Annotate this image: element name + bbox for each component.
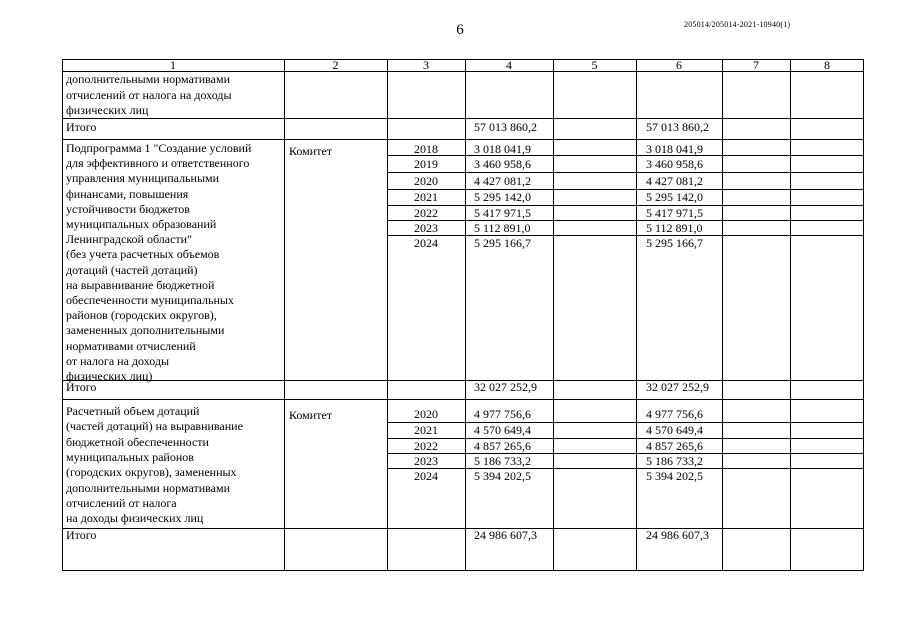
description-line: отчислений от налога [66, 495, 177, 510]
total-col4: 24 986 607,3 [474, 528, 537, 542]
column-divider [790, 59, 791, 571]
amount-col4: 5 112 891,0 [474, 221, 531, 235]
amount-col4: 4 427 081,2 [474, 174, 531, 188]
description-line: (без учета расчетных объемов [66, 247, 220, 262]
total-col6: 32 027 252,9 [646, 380, 709, 394]
row-divider [62, 528, 864, 529]
year-cell: 2022 [414, 206, 438, 220]
description-line: Подпрограмма 1 "Создание условий [66, 141, 252, 155]
row-divider [387, 189, 864, 190]
description-line: районов (городских округов), [66, 308, 217, 323]
description-line: Ленинградской области" [66, 232, 192, 247]
description-line: нормативами отчислений [66, 338, 196, 353]
row-divider [62, 139, 864, 140]
column-divider [636, 59, 637, 571]
row-divider [387, 220, 864, 221]
amount-col6: 3 018 041,9 [646, 142, 703, 156]
column-divider [722, 59, 723, 571]
amount-col4: 4 977 756,6 [474, 407, 531, 421]
total-col6: 57 013 860,2 [646, 120, 709, 134]
description-line: замененных дополнительными [66, 323, 225, 338]
column-divider [553, 59, 554, 571]
amount-col6: 5 394 202,5 [646, 469, 703, 483]
description-line: обеспеченности муниципальных [66, 293, 234, 307]
amount-col6: 5 186 733,2 [646, 454, 703, 468]
amount-col4: 4 857 265,6 [474, 439, 531, 453]
year-cell: 2021 [414, 190, 438, 204]
description-line: управления муниципальными [66, 171, 220, 186]
column-header-8: 8 [824, 58, 830, 72]
description-line: дотаций (частей дотаций) [66, 262, 198, 277]
total-col4: 57 013 860,2 [474, 120, 537, 134]
column-header-7: 7 [753, 58, 759, 72]
total-label: Итого [66, 528, 97, 542]
column-divider [284, 59, 285, 571]
amount-col6: 4 427 081,2 [646, 174, 703, 188]
continuation-line: дополнительными нормативами [66, 72, 231, 86]
amount-col4: 5 186 733,2 [474, 454, 531, 468]
amount-col4: 5 394 202,5 [474, 469, 531, 483]
column-header-2: 2 [332, 58, 339, 72]
description-line: Расчетный объем дотаций [66, 404, 200, 418]
column-divider [465, 59, 466, 571]
description-line: (городских округов), замененных [66, 465, 237, 480]
total-label: Итого [66, 380, 97, 394]
year-cell: 2019 [414, 157, 438, 171]
year-cell: 2020 [414, 407, 438, 421]
row-divider [62, 118, 864, 119]
column-header-3: 3 [423, 58, 429, 72]
row-divider [387, 468, 864, 469]
amount-col4: 5 295 166,7 [474, 236, 531, 250]
row-divider [62, 380, 864, 381]
row-divider [387, 453, 864, 454]
year-cell: 2022 [414, 439, 438, 453]
amount-col4: 3 460 958,6 [474, 157, 531, 171]
year-cell: 2018 [414, 142, 438, 156]
year-cell: 2023 [414, 221, 438, 235]
executor: Комитет [289, 408, 333, 422]
row-divider [62, 399, 864, 400]
amount-col4: 4 570 649,4 [474, 423, 531, 437]
continuation-line: отчислений от налога на доходы [66, 88, 232, 102]
amount-col6: 4 570 649,4 [646, 423, 703, 437]
amount-col6: 5 112 891,0 [646, 221, 703, 235]
description-line: для эффективного и ответственного [66, 156, 250, 171]
description-line: дополнительными нормативами [66, 480, 231, 495]
year-cell: 2024 [414, 469, 438, 483]
row-divider [387, 205, 864, 206]
description-line: физических лиц) [66, 369, 153, 383]
amount-col6: 5 295 142,0 [646, 190, 703, 204]
total-col4: 32 027 252,9 [474, 380, 537, 394]
row-divider [387, 422, 864, 423]
description-line: (частей дотаций) на выравнивание [66, 419, 243, 434]
description-line: бюджетной обеспеченности [66, 434, 209, 449]
column-header-1: 1 [170, 58, 176, 72]
column-header-6: 6 [676, 58, 682, 72]
description-line: муниципальных районов [66, 449, 194, 464]
description-line: финансами, повышения [66, 186, 189, 201]
year-cell: 2024 [414, 236, 438, 250]
description-line: от налога на доходы [66, 353, 170, 368]
continuation-line: физических лиц [66, 103, 149, 117]
page-number: 6 [456, 22, 464, 38]
amount-col6: 4 977 756,6 [646, 407, 703, 421]
row-divider [387, 172, 864, 173]
amount-col4: 5 417 971,5 [474, 206, 531, 220]
total-col6: 24 986 607,3 [646, 528, 709, 542]
year-cell: 2023 [414, 454, 438, 468]
total-label: Итого [66, 120, 97, 134]
amount-col6: 3 460 958,6 [646, 157, 703, 171]
year-cell: 2020 [414, 174, 438, 188]
amount-col6: 4 857 265,6 [646, 439, 703, 453]
amount-col6: 5 295 166,7 [646, 236, 703, 250]
column-header-4: 4 [506, 58, 512, 72]
amount-col4: 3 018 041,9 [474, 142, 531, 156]
row-divider [387, 438, 864, 439]
description-line: на выравнивание бюджетной [66, 277, 215, 292]
amount-col6: 5 417 971,5 [646, 206, 703, 220]
document-id: 205014/205014-2021-10940(1) [684, 20, 791, 29]
year-cell: 2021 [414, 423, 438, 437]
amount-col4: 5 295 142,0 [474, 190, 531, 204]
description-line: на доходы физических лиц [66, 511, 204, 526]
executor: Комитет [289, 144, 333, 158]
description-line: устойчивости бюджетов [66, 201, 190, 216]
column-header-5: 5 [591, 58, 598, 72]
row-divider [387, 235, 864, 236]
description-line: муниципальных образований [66, 217, 217, 231]
column-divider [387, 59, 388, 571]
